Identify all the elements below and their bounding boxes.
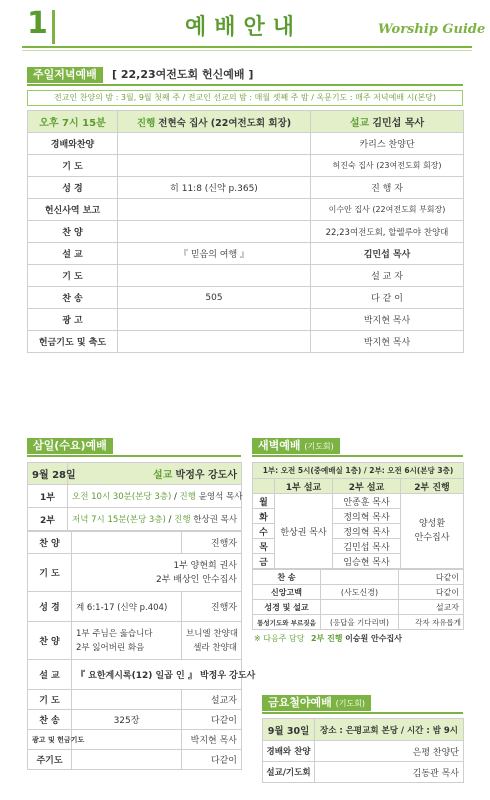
table-row — [28, 155, 464, 177]
row-right: 박지현 목사 — [182, 730, 242, 750]
sunday-leader: 전현숙 집사 (22여전도회 회장) — [158, 117, 292, 129]
dawn-second-sermon: 안종훈 목사 — [333, 494, 401, 509]
row-mid — [118, 199, 311, 221]
dawn-second-sermon: 정의혁 목사 — [333, 524, 401, 539]
friday-place: 장소 : 은평교회 본당 / 시간 : 밤 9시 — [315, 719, 464, 741]
table-row — [28, 622, 242, 660]
dawn-col: 2부 진행 — [401, 479, 464, 494]
dawn-leader-line: 안수집사 — [414, 533, 450, 543]
dawn-label-small: (기도회) — [304, 442, 334, 451]
sunday-leader-label: 진행 — [136, 117, 156, 129]
row-right: 다같이 — [182, 750, 242, 770]
row-label: 광 고 — [28, 309, 118, 331]
wednesday-sermon-label: 설교 — [153, 470, 173, 481]
sunday-section-label: 주일저녁예배 — [27, 67, 103, 83]
friday-label: 금요철야예배 — [268, 696, 332, 709]
session-time: 저녁 7시 15분(본당 3층) — [72, 515, 166, 525]
dawn-rule — [252, 455, 463, 457]
table-row — [28, 690, 242, 710]
table-row — [28, 660, 242, 690]
session-row — [28, 508, 242, 531]
row-label: 경배와 찬양 — [263, 741, 315, 762]
row-mid — [321, 600, 399, 615]
row-mid — [118, 265, 311, 287]
dawn-first-sermon: 한상권 목사 — [275, 494, 333, 569]
session-leader: 한상권 목사 — [193, 515, 238, 525]
sunday-time: 오후 7시 15분 — [28, 111, 118, 133]
row-right: 김민섭 목사 — [311, 243, 464, 265]
row-label: 신앙고백 — [253, 585, 321, 600]
row-label: 기 도 — [28, 265, 118, 287]
dawn-second-sermon: 임승현 목사 — [333, 554, 401, 569]
table-row — [28, 287, 464, 309]
row-right: 다 같 이 — [311, 287, 464, 309]
row-mid — [118, 155, 311, 177]
wednesday-sermon: 박정우 강도사 — [175, 470, 237, 481]
row-right: 박지현 목사 — [311, 331, 464, 353]
row-mid — [321, 570, 399, 585]
row-label: 찬 양 — [28, 622, 72, 660]
dawn-label: 새벽예배 — [258, 439, 301, 452]
friday-table — [262, 718, 464, 783]
row-label: 설 교 — [28, 243, 118, 265]
sunday-header-row — [28, 111, 464, 133]
praise-songs — [72, 622, 182, 660]
table-row — [28, 592, 242, 622]
sunday-sermon: 김민섭 목사 — [372, 118, 425, 129]
row-right: 설 교 자 — [311, 265, 464, 287]
dawn-day: 월 — [253, 494, 275, 509]
praise-choir: 브니엘 찬양대 — [186, 628, 238, 639]
sunday-rule — [27, 84, 463, 86]
row-right: 진행자 — [182, 532, 242, 554]
session-leader: 윤영석 목사 — [198, 492, 243, 502]
row-right: 은평 찬양단 — [315, 741, 464, 762]
row-label: 성 경 — [28, 177, 118, 199]
page-subtitle: Worship Guide — [378, 22, 486, 37]
row-label: 성경 및 설교 — [253, 600, 321, 615]
row-label: 헌금기도 및 축도 — [28, 331, 118, 353]
table-row — [263, 741, 464, 762]
table-row — [28, 199, 464, 221]
prayer-lines — [72, 554, 242, 592]
friday-date: 9월 30일 — [263, 719, 315, 741]
table-row — [253, 615, 464, 630]
table-row — [253, 585, 464, 600]
row-label: 설 교 — [28, 660, 72, 690]
table-row — [28, 532, 242, 554]
row-mid — [118, 133, 311, 155]
table-row — [263, 762, 464, 783]
dawn-next-week — [254, 633, 402, 644]
dawn-col: 2부 설교 — [333, 479, 401, 494]
wednesday-sermon-cell — [68, 463, 242, 485]
table-row — [28, 730, 242, 750]
row-right: 다같이 — [399, 585, 464, 600]
prayer-line: 1부 양현희 권사 — [173, 560, 237, 571]
row-right: 박지현 목사 — [311, 309, 464, 331]
row-label: 광고 및 헌금기도 — [28, 730, 72, 750]
wednesday-header-row — [28, 463, 242, 485]
dawn-next-role: 2부 진행 — [310, 634, 343, 643]
sunday-sermon-cell — [311, 111, 464, 133]
wednesday-section-label: 삼일(수요)예배 — [27, 438, 113, 454]
row-right: 김동관 목사 — [315, 762, 464, 783]
table-row — [28, 554, 242, 592]
row-label: 성 경 — [28, 592, 72, 622]
dawn-day: 화 — [253, 509, 275, 524]
table-row — [28, 177, 464, 199]
row-label: 주기도 — [28, 750, 72, 770]
wednesday-order-table — [27, 531, 256, 770]
table-row — [28, 265, 464, 287]
session-info: 오전 10시 30분(본당 3층) / 진행 윤영석 목사 — [68, 485, 242, 508]
row-mid — [72, 750, 182, 770]
dawn-second-sermon: 김민섭 목사 — [333, 539, 401, 554]
header-divider — [52, 10, 55, 44]
dawn-times: 1부: 오전 5시(중예배실 1층) / 2부: 오전 6시(본당 3층) — [253, 463, 464, 479]
row-mid — [72, 730, 182, 750]
praise-song: 1부 주님은 옳습니다 — [76, 628, 153, 639]
table-row — [253, 570, 464, 585]
row-mid: 계 6:1-17 (신약 p.404) — [72, 592, 182, 622]
session-row — [28, 485, 242, 508]
row-mid: 『 요한계시록(12) 일곱 인 』 박정우 강도사 — [72, 660, 242, 690]
session-num: 2부 — [28, 508, 68, 531]
row-label: 헌신사역 보고 — [28, 199, 118, 221]
row-mid: (사도신경) — [321, 585, 399, 600]
wednesday-table — [27, 462, 242, 531]
table-row — [28, 331, 464, 353]
row-right: 설교자 — [399, 600, 464, 615]
dawn-next-label: ※ 다음주 담당 — [254, 634, 305, 643]
row-label: 찬 송 — [28, 710, 72, 730]
dawn-col-header — [253, 479, 464, 494]
dawn-day: 금 — [253, 554, 275, 569]
row-label: 경배와찬양 — [28, 133, 118, 155]
table-row — [28, 221, 464, 243]
table-row — [28, 133, 464, 155]
dawn-table — [252, 462, 464, 569]
row-right: 다같이 — [182, 710, 242, 730]
prayer-line: 2부 배상인 안수집사 — [155, 574, 237, 585]
row-label: 찬 송 — [28, 287, 118, 309]
table-row — [28, 243, 464, 265]
header-rule — [22, 46, 472, 48]
sunday-title: [ 22,23여전도회 헌신예배 ] — [112, 68, 254, 81]
row-right: 22,23여전도회, 할렐루야 찬양대 — [311, 221, 464, 243]
dawn-leader-line: 양성환 — [418, 519, 446, 529]
row-label: 기 도 — [28, 690, 72, 710]
dawn-col: 1부 설교 — [275, 479, 333, 494]
row-label: 찬 양 — [28, 221, 118, 243]
friday-label-small: (기도회) — [335, 699, 366, 708]
table-row — [253, 600, 464, 615]
page-number: 1 — [27, 6, 48, 41]
praise-choir: 셀라 찬양대 — [193, 642, 237, 653]
row-mid — [118, 331, 311, 353]
dawn-day: 목 — [253, 539, 275, 554]
table-row — [28, 710, 242, 730]
row-right: 각자 자유롭게 — [399, 615, 464, 630]
dawn-second-sermon: 정의혁 목사 — [333, 509, 401, 524]
session-num: 1부 — [28, 485, 68, 508]
session-leader-label: 진행 — [179, 492, 196, 502]
header-rule-thin — [22, 50, 472, 51]
row-right: 설교자 — [182, 690, 242, 710]
friday-rule — [262, 712, 463, 714]
row-right: 이수안 집사 (22여전도회 부회장) — [311, 199, 464, 221]
dawn-second-leader — [401, 494, 464, 569]
row-mid: 히 11:8 (신약 p.365) — [118, 177, 311, 199]
row-label: 기 도 — [28, 554, 72, 592]
row-right: 카리스 찬양단 — [311, 133, 464, 155]
friday-section-label — [262, 695, 371, 711]
table-row — [28, 309, 464, 331]
dawn-next-name: 이승원 안수집사 — [345, 634, 402, 643]
wednesday-date: 9월 28일 — [28, 463, 68, 485]
row-label: 찬 송 — [253, 570, 321, 585]
row-right: 진 행 자 — [311, 177, 464, 199]
sunday-table — [27, 110, 464, 353]
wednesday-rule — [27, 455, 241, 457]
row-label: 설교/기도회 — [263, 762, 315, 783]
row-label: 찬 양 — [28, 532, 72, 554]
row-label: 통성기도와 부르짖음 — [253, 615, 321, 630]
row-mid — [72, 532, 182, 554]
row-right: 허진숙 집사 (23여전도회 회장) — [311, 155, 464, 177]
page-title: 예배안내 — [185, 15, 303, 40]
row-mid — [118, 221, 311, 243]
row-mid: 325장 — [72, 710, 182, 730]
row-label: 기 도 — [28, 155, 118, 177]
dawn-corner — [253, 479, 275, 494]
dawn-day: 수 — [253, 524, 275, 539]
dawn-day-row — [253, 494, 464, 509]
sunday-leader-cell — [118, 111, 311, 133]
dawn-section-label — [252, 438, 340, 454]
table-row — [28, 750, 242, 770]
dawn-order-table — [252, 569, 464, 630]
row-right: 다같이 — [399, 570, 464, 585]
session-leader-label: 진행 — [174, 515, 191, 525]
friday-header-row — [263, 719, 464, 741]
sunday-sermon-label: 설교 — [349, 118, 370, 129]
dawn-times-row — [253, 463, 464, 479]
praise-song: 2부 잃어버린 화음 — [76, 642, 145, 653]
session-time: 오전 10시 30분(본당 3층) — [72, 492, 172, 502]
praise-choirs — [182, 622, 242, 660]
row-mid: (응답을 기다리며) — [321, 615, 399, 630]
row-mid: 『 믿음의 여행 』 — [118, 243, 311, 265]
row-mid — [118, 309, 311, 331]
row-mid — [72, 690, 182, 710]
row-mid: 505 — [118, 287, 311, 309]
row-right: 진행자 — [182, 592, 242, 622]
session-info: 저녁 7시 15분(본당 3층) / 진행 한상권 목사 — [68, 508, 242, 531]
sunday-note: 전교인 찬양의 밤 : 3월, 9월 첫째 주 / 전교인 선교의 밤 : 매월 셋째 주 밤 / 옥문기도 : 매주 저녁예배 시(본당) — [27, 90, 463, 106]
